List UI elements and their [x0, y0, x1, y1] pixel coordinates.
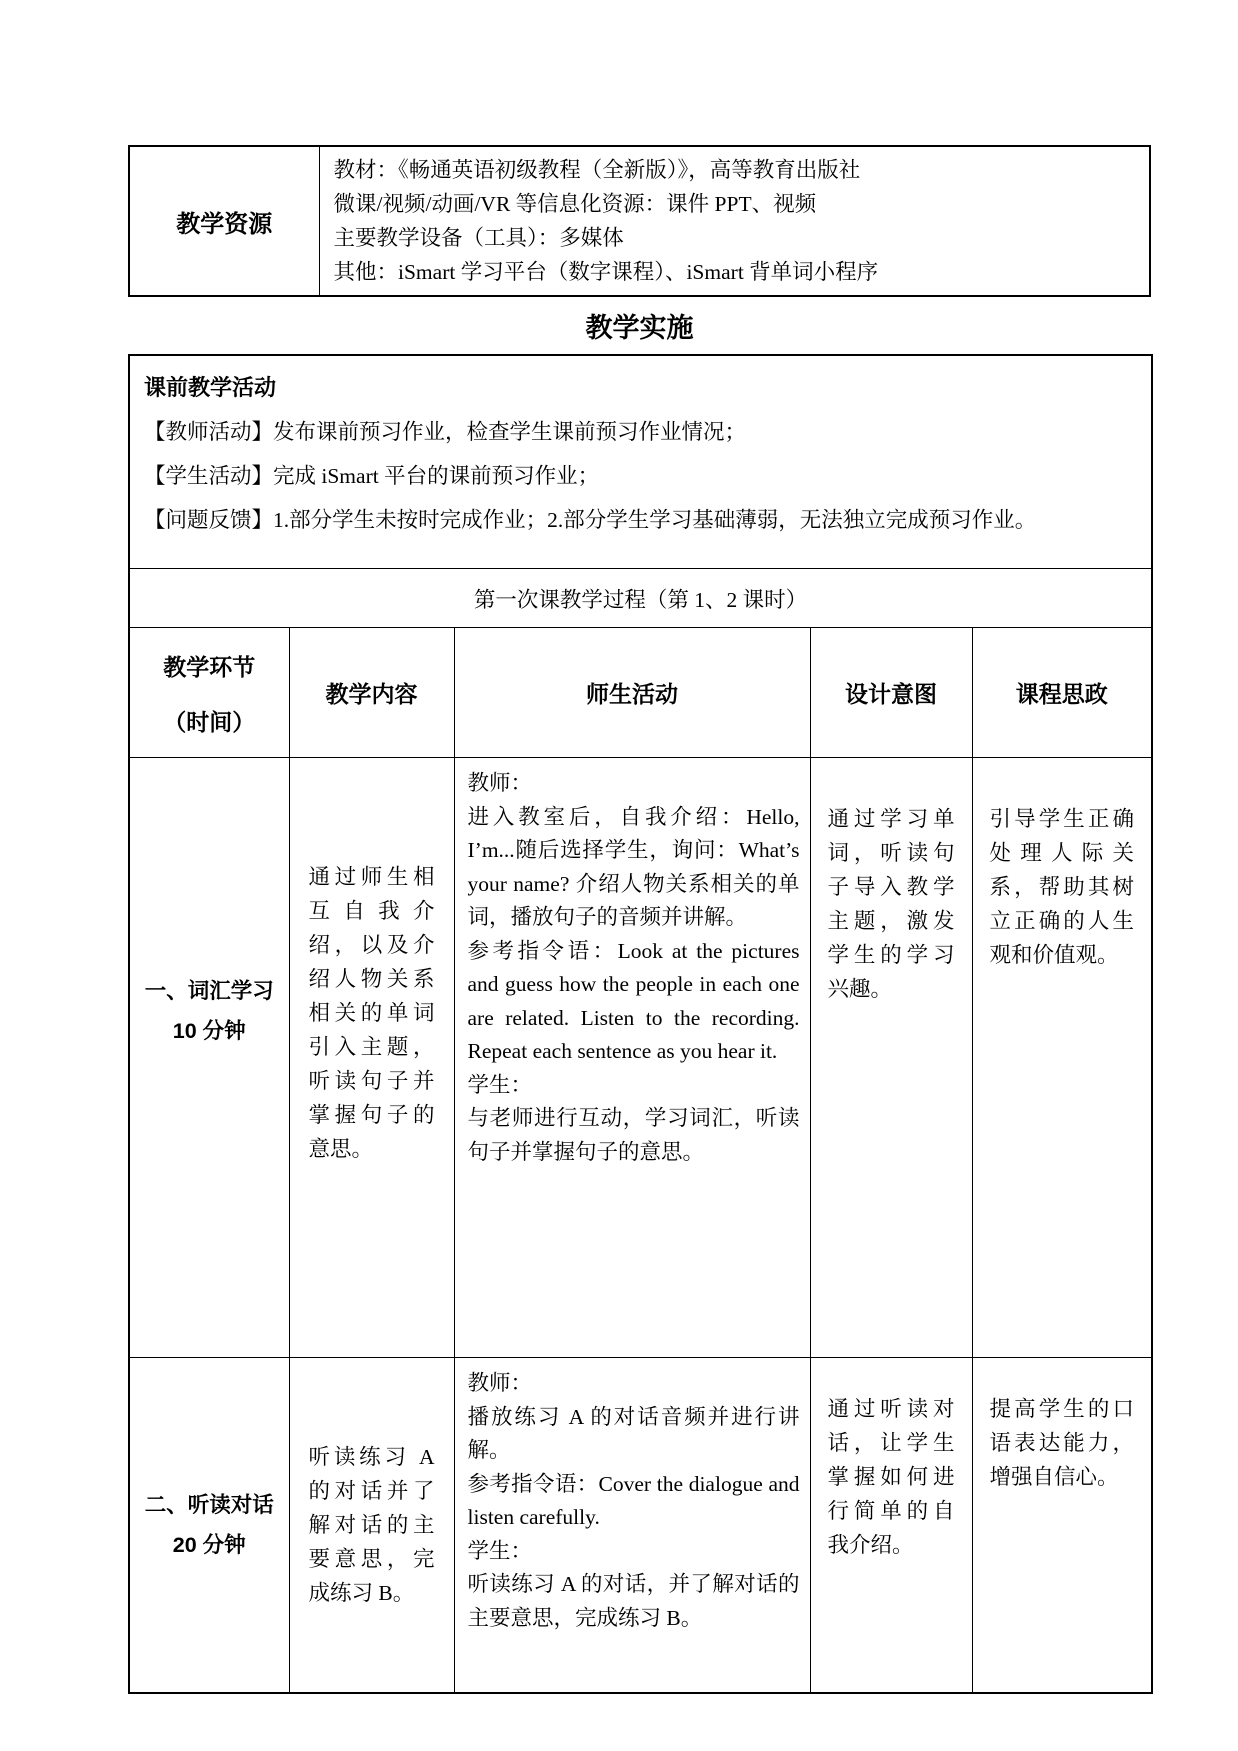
activity-cell	[454, 758, 810, 1358]
process-title-cell: 第一次课教学过程（第 1、2 课时）	[129, 569, 1152, 628]
activity-line: 播放练习 A 的对话音频并进行讲解。	[467, 1404, 800, 1462]
activity-line: 学生：	[467, 1072, 533, 1097]
header-activity: 师生活动	[454, 628, 810, 758]
stage-name: 二、听读对话	[144, 1493, 274, 1517]
header-stage	[129, 628, 289, 758]
section-title: 教学实施	[585, 313, 694, 343]
resource-line-equipment: 主要教学设备（工具）：多媒体	[333, 226, 624, 250]
table-row-dialogue	[129, 1358, 1152, 1694]
preclass-title: 课前教学活动	[144, 375, 277, 400]
stage-name: 一、词汇学习	[144, 978, 274, 1003]
activity-line: 参考指令语：Look at the pictures and guess how the people in each one are related. Listen to the recording. Repeat each sentence as you hear it.	[467, 938, 800, 1063]
stage-cell	[129, 1358, 289, 1694]
stage-cell	[129, 758, 289, 1358]
activity-line: 与老师进行互动，学习词汇，听读句子并掌握句子的意思。	[467, 1106, 800, 1164]
preclass-teacher-line: 【教师活动】发布课前预习作业，检查学生课前预习作业情况；	[144, 420, 747, 444]
intent-cell: 通过听读对话，让学生掌握如何进行简单的自我介绍。	[810, 1358, 972, 1694]
preclass-row	[129, 355, 1152, 569]
resources-content	[319, 146, 1150, 296]
stage-duration: 20 分钟	[172, 1533, 246, 1557]
header-civic: 课程思政	[972, 628, 1152, 758]
preclass-student-line: 【学生活动】完成 iSmart 平台的课前预习作业；	[144, 464, 600, 488]
activity-line: 教师：	[467, 1371, 533, 1395]
process-title-row	[129, 569, 1152, 628]
teaching-process-table	[128, 354, 1153, 1694]
civic-cell: 提高学生的口语表达能力，增强自信心。	[972, 1358, 1152, 1694]
resource-line-textbook: 教材：《畅通英语初级教程（全新版）》，高等教育出版社	[333, 158, 861, 182]
activity-line: 参考指令语：Cover the dialogue and listen carefully.	[467, 1471, 800, 1529]
activity-line: 进入教室后，自我介绍：Hello, I’m...随后选择学生，询问：What’s your name? 介绍人物关系相关的单词，播放句子的音频并讲解。	[467, 804, 800, 929]
resources-table	[128, 145, 1151, 297]
intent-cell: 通过学习单词，听读句子导入教学主题，激发学生的学习兴趣。	[810, 758, 972, 1358]
header-stage-line2: （时间）	[163, 708, 256, 735]
activity-line: 学生：	[467, 1538, 533, 1563]
content-cell: 听读练习 A 的对话并了解对话的主要意思，完成练习 B。	[289, 1358, 454, 1694]
header-content: 教学内容	[289, 628, 454, 758]
resource-line-media: 微课/视频/动画/VR 等信息化资源：课件 PPT、视频	[333, 192, 817, 216]
preclass-feedback-line: 【问题反馈】1.部分学生未按时完成作业；2.部分学生学习基础薄弱，无法独立完成预习作业。	[144, 508, 1037, 532]
activity-line: 教师：	[467, 771, 533, 795]
resource-line-other: 其他：iSmart 学习平台（数字课程）、iSmart 背单词小程序	[333, 260, 879, 284]
header-stage-line1: 教学环节	[163, 653, 256, 680]
content-cell: 通过师生相互自我介绍，以及介绍人物关系相关的单词引入主题，听读句子并掌握句子的意思。	[289, 758, 454, 1358]
stage-duration: 10 分钟	[172, 1018, 246, 1043]
resources-label: 教学资源	[129, 146, 319, 296]
activity-cell	[454, 1358, 810, 1694]
activity-line: 听读练习 A 的对话，并了解对话的主要意思，完成练习 B。	[467, 1572, 800, 1630]
preclass-cell	[129, 355, 1152, 569]
table-row-vocabulary	[129, 758, 1152, 1358]
header-intent: 设计意图	[810, 628, 972, 758]
resources-row	[129, 146, 1150, 296]
civic-cell: 引导学生正确处理人际关系，帮助其树立正确的人生观和价值观。	[972, 758, 1152, 1358]
table-header-row	[129, 628, 1152, 758]
